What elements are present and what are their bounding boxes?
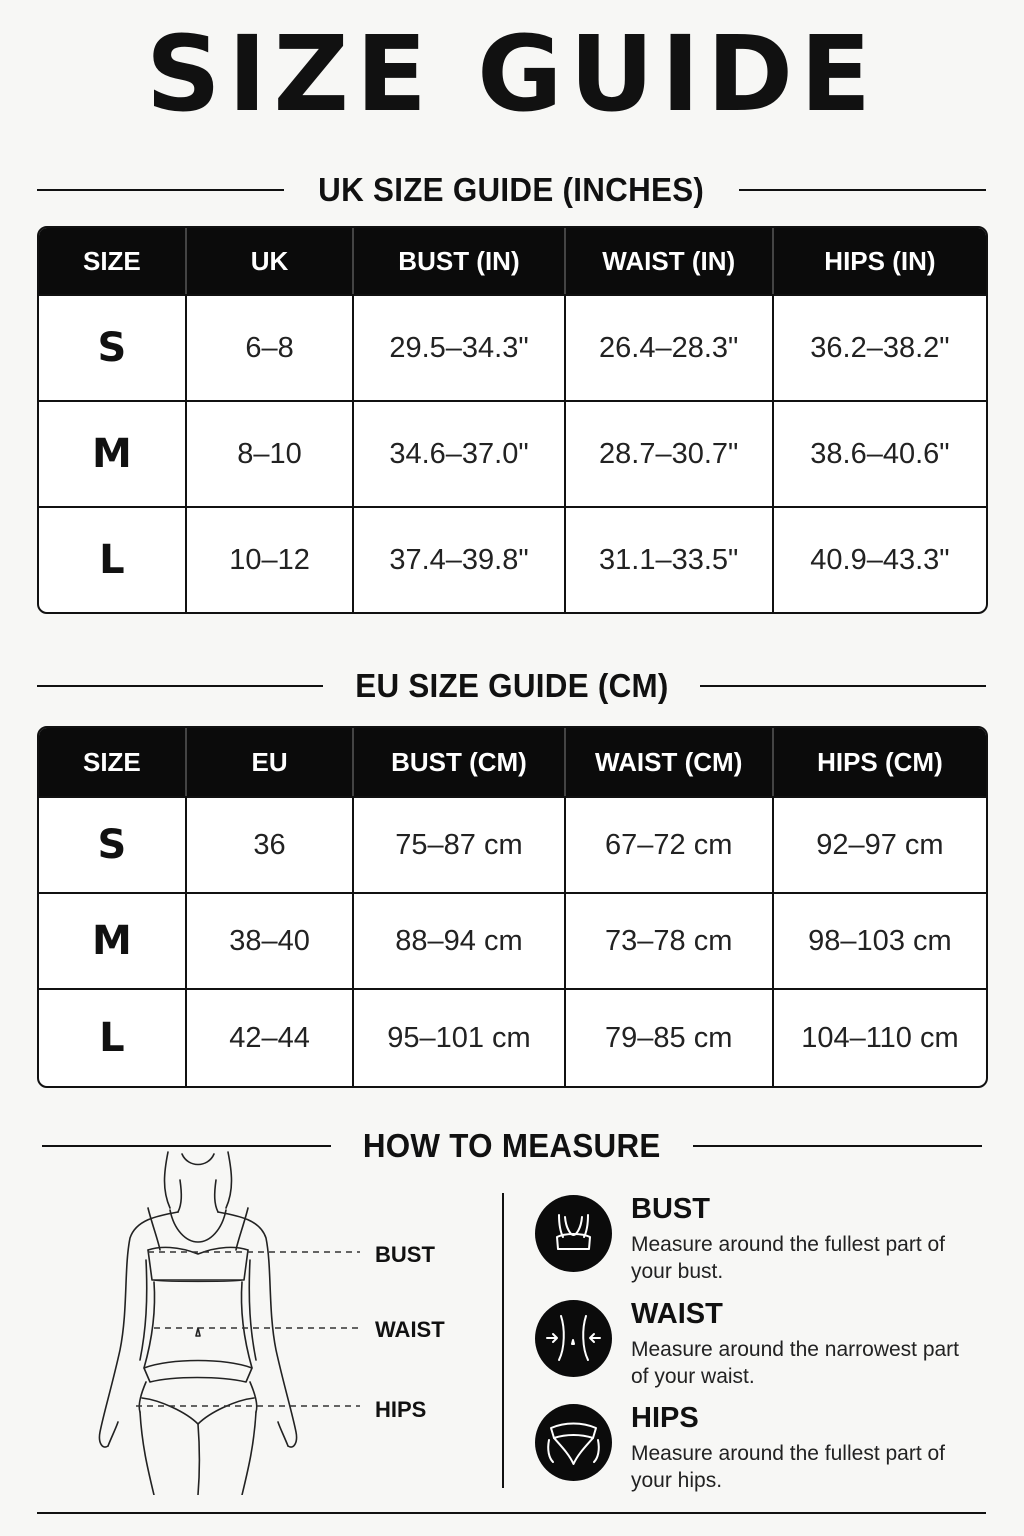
- heading-rule-left: [42, 1145, 331, 1147]
- table-cell: 88–94 cm: [352, 894, 563, 988]
- column-header: SIZE: [82, 746, 141, 777]
- table-cell: 73–78 cm: [564, 894, 772, 988]
- table-cell: 104–110 cm: [772, 990, 986, 1086]
- table-cell: 92–97 cm: [772, 798, 986, 892]
- table-header-row: [39, 228, 986, 294]
- table-row: [39, 988, 986, 1086]
- column-header: HIPS (IN): [772, 228, 986, 294]
- waist-figure-label: WAIST: [375, 1317, 445, 1342]
- column-header: WAIST (CM): [564, 728, 772, 796]
- uk-section-heading: [37, 170, 986, 210]
- size-code: S: [97, 822, 127, 868]
- table-cell: 36.2–38.2": [772, 296, 986, 400]
- table-row: [39, 892, 986, 988]
- table-cell: 31.1–33.5": [564, 508, 772, 612]
- vertical-divider: [502, 1193, 504, 1488]
- tip-title: HIPS: [631, 1402, 699, 1434]
- column-header: BUST (CM): [352, 728, 563, 796]
- tip-description: Measure around the fullest part of your hips.: [631, 1442, 946, 1492]
- table-cell: 67–72 cm: [564, 798, 772, 892]
- table-cell: 75–87 cm: [352, 798, 563, 892]
- column-header: EU: [185, 728, 353, 796]
- table-cell: 26.4–28.3": [564, 296, 772, 400]
- column-header: BUST (IN): [352, 228, 563, 294]
- waist-arrows-icon: [535, 1300, 612, 1377]
- table-cell: 34.6–37.0": [352, 402, 563, 506]
- size-code: S: [97, 325, 127, 371]
- table-row: [39, 400, 986, 506]
- tip-description: Measure around the fullest part of your bust.: [631, 1233, 946, 1283]
- briefs-icon: [535, 1404, 612, 1481]
- table-cell: 29.5–34.3": [352, 296, 563, 400]
- eu-size-table: [37, 726, 988, 1088]
- hips-tip: [535, 1404, 985, 1494]
- tip-title: WAIST: [631, 1298, 723, 1330]
- eu-heading-text: EU SIZE GUIDE (CM): [354, 667, 669, 704]
- table-header-row: [39, 728, 986, 796]
- tip-title: BUST: [631, 1193, 710, 1225]
- table-cell: 38.6–40.6": [772, 402, 986, 506]
- table-row: [39, 796, 986, 892]
- hips-figure-label: HIPS: [375, 1397, 427, 1422]
- heading-rule-left: [37, 189, 284, 191]
- size-code: L: [99, 537, 125, 583]
- bottom-rule: [37, 1512, 986, 1514]
- heading-rule-right: [739, 189, 986, 191]
- uk-heading-text: UK SIZE GUIDE (INCHES): [318, 171, 705, 208]
- column-header: UK: [185, 228, 353, 294]
- size-code: L: [99, 1015, 125, 1061]
- table-row: [39, 294, 986, 400]
- table-cell: 40.9–43.3": [772, 508, 986, 612]
- page-title: SIZE GUIDE: [145, 13, 879, 135]
- table-cell: 10–12: [185, 508, 353, 612]
- column-header: SIZE: [82, 245, 141, 276]
- bra-icon: [535, 1195, 612, 1272]
- heading-rule-left: [37, 685, 323, 687]
- column-header: HIPS (CM): [772, 728, 986, 796]
- bust-figure-label: BUST: [375, 1242, 435, 1267]
- bust-tip: [535, 1195, 985, 1285]
- tip-description: Measure around the narrowest part of your waist.: [631, 1338, 960, 1388]
- waist-tip: [535, 1300, 985, 1390]
- heading-rule-right: [693, 1145, 982, 1147]
- table-cell: 38–40: [185, 894, 353, 988]
- table-cell: 37.4–39.8": [352, 508, 563, 612]
- table-cell: 95–101 cm: [352, 990, 563, 1086]
- table-cell: 79–85 cm: [564, 990, 772, 1086]
- heading-rule-right: [700, 685, 986, 687]
- table-cell: 98–103 cm: [772, 894, 986, 988]
- measure-heading-text: HOW TO MEASURE: [363, 1127, 661, 1164]
- body-figure-illustration: [90, 1150, 390, 1495]
- table-cell: 36: [185, 798, 353, 892]
- table-cell: 6–8: [185, 296, 353, 400]
- eu-section-heading: [37, 666, 986, 706]
- column-header: WAIST (IN): [564, 228, 772, 294]
- table-cell: 28.7–30.7": [564, 402, 772, 506]
- uk-size-table: [37, 226, 988, 614]
- table-row: [39, 506, 986, 612]
- size-code: M: [91, 431, 132, 477]
- table-cell: 42–44: [185, 990, 353, 1086]
- size-code: M: [91, 918, 132, 964]
- table-cell: 8–10: [185, 402, 353, 506]
